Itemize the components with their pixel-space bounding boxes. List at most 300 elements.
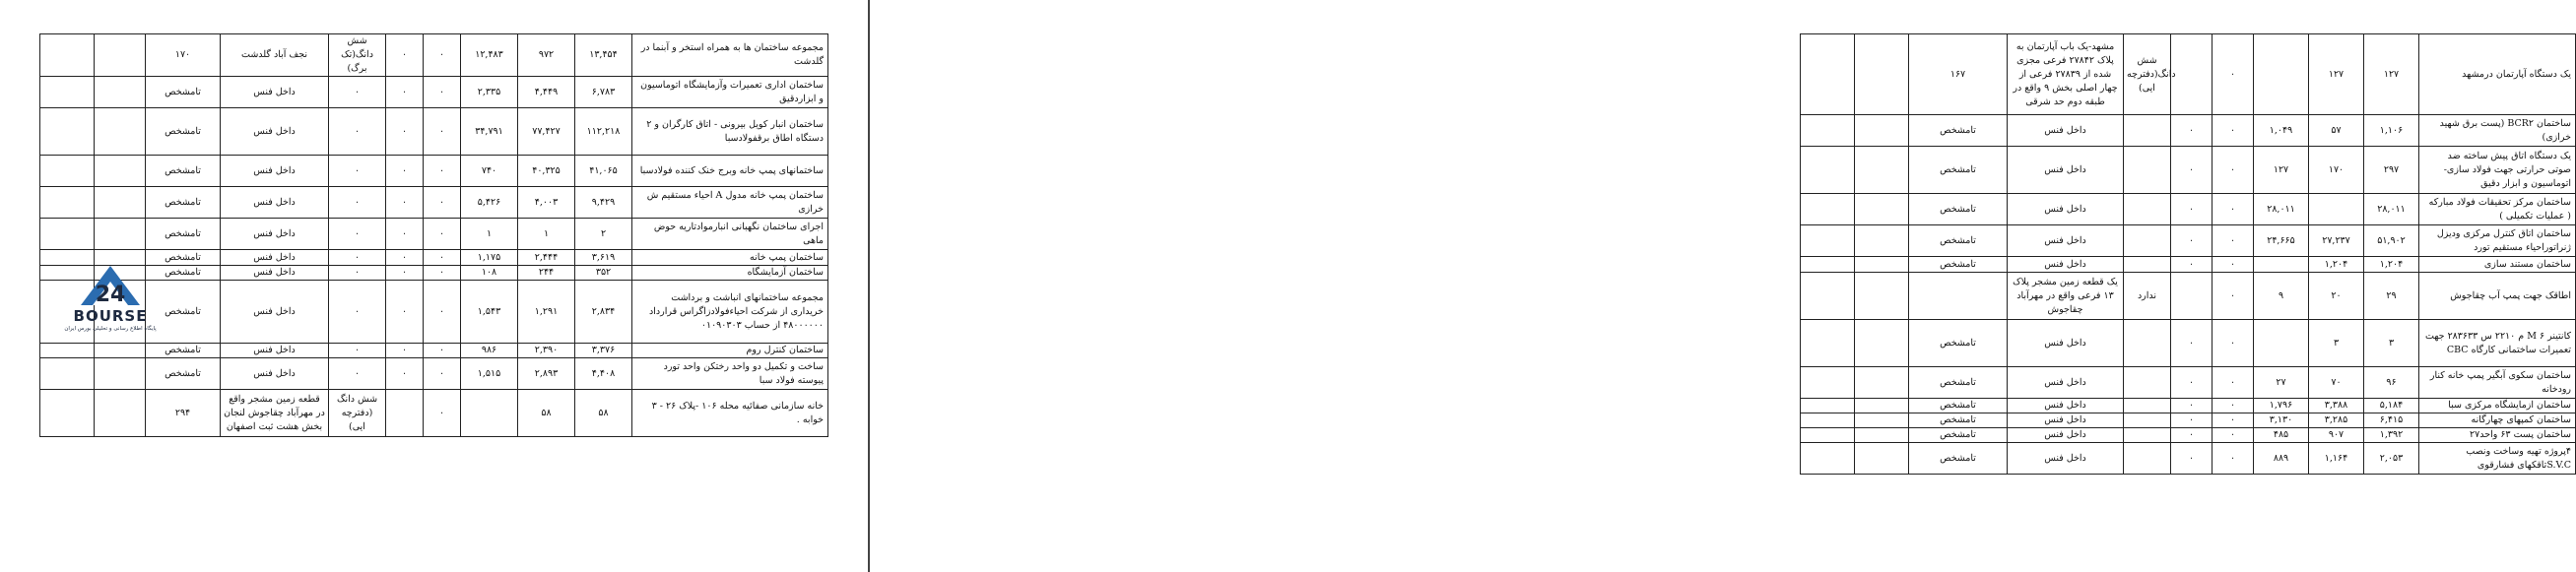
status-cell	[40, 219, 95, 250]
col5-cell: ۰	[2171, 367, 2213, 399]
value1-cell: ۴۱,۰۶۵	[575, 156, 632, 187]
col5-cell: ۰	[386, 266, 424, 281]
description-cell: ساختمان اداری تعمیرات وآزمایشگاه اتوماسیون و ابزاردقیق	[632, 77, 828, 108]
area-cell: تامشخص	[146, 77, 221, 108]
location-cell: داخل فنس	[221, 108, 329, 156]
value2-cell: ۷۰	[2309, 367, 2364, 399]
description-cell: ساختمانهای پمپ خانه وبرج خنک کننده فولادسبا	[632, 156, 828, 187]
location-cell: داخل فنس	[2008, 257, 2124, 273]
status-cell	[40, 390, 95, 437]
table-row	[1801, 147, 2576, 194]
value2-cell: ۳,۲۸۵	[2309, 413, 2364, 428]
empty-cell	[1855, 194, 1909, 225]
col5-cell: ۰	[386, 156, 424, 187]
ownership-cell: ندارد	[2124, 273, 2171, 320]
value1-cell: ۲۸,۰۱۱	[2364, 194, 2419, 225]
table-row	[1801, 273, 2576, 320]
col4-cell: ۰	[2213, 428, 2254, 443]
area-cell: تامشخص	[1909, 443, 2008, 475]
value2-cell: ۲,۸۹۳	[518, 358, 575, 390]
value3-cell: ۲۷	[2254, 367, 2309, 399]
value2-cell: ۹۷۲	[518, 34, 575, 77]
description-cell: ساخت و تکمیل دو واحد رختکن واحد تورد پیوسته فولاد سبا	[632, 358, 828, 390]
ownership-cell	[2124, 147, 2171, 194]
col4-cell: ۰	[424, 390, 461, 437]
empty-cell	[1855, 399, 1909, 413]
location-cell: داخل فنس	[221, 156, 329, 187]
col5-cell: ۰	[2171, 194, 2213, 225]
ownership-cell: ۰	[329, 266, 386, 281]
value1-cell: ۱۳,۴۵۴	[575, 34, 632, 77]
col5-cell: ۰	[386, 187, 424, 219]
value3-cell: ۲,۳۳۵	[461, 77, 518, 108]
status-cell	[1801, 147, 1855, 194]
description-cell: ساختمان مرکز تحقیقات فولاد مبارکه ( عملیات تکمیلی )	[2419, 194, 2576, 225]
value1-cell: ۲۹۷	[2364, 147, 2419, 194]
location-cell: داخل فنس	[221, 266, 329, 281]
area-cell: تامشخص	[1909, 194, 2008, 225]
status-cell	[40, 77, 95, 108]
value1-cell: ۴,۴۰۸	[575, 358, 632, 390]
value3-cell	[2254, 257, 2309, 273]
description-cell: اطاقک جهت پمپ آب چقاجوش	[2419, 273, 2576, 320]
col5-cell: ۰	[386, 34, 424, 77]
ownership-cell: ۰	[329, 156, 386, 187]
left-page	[0, 0, 867, 572]
empty-cell	[1855, 34, 1909, 115]
table-row	[1801, 257, 2576, 273]
ownership-cell	[2124, 443, 2171, 475]
empty-cell	[95, 34, 146, 77]
status-cell	[1801, 273, 1855, 320]
value1-cell: ۹,۴۲۹	[575, 187, 632, 219]
logo-tagline: پایگاه اطلاع رسانی و تحلیلی بورس ایران	[64, 326, 157, 332]
area-cell: تامشخص	[146, 358, 221, 390]
value1-cell: ۲,۸۳۴	[575, 281, 632, 344]
col5-cell: ۰	[386, 358, 424, 390]
value3-cell: ۱,۵۱۵	[461, 358, 518, 390]
value1-cell: ۱۱۲,۲۱۸	[575, 108, 632, 156]
area-cell: ۲۹۴	[146, 390, 221, 437]
col5-cell: ۰	[2171, 147, 2213, 194]
status-cell	[1801, 320, 1855, 367]
table-row	[40, 108, 828, 156]
empty-cell	[95, 219, 146, 250]
col5-cell: ۰	[2171, 413, 2213, 428]
value2-cell: ۲۰	[2309, 273, 2364, 320]
value2-cell: ۴,۴۴۹	[518, 77, 575, 108]
table-row	[40, 390, 828, 437]
empty-cell	[1855, 320, 1909, 367]
location-cell: داخل فنس	[221, 358, 329, 390]
value1-cell: ۵۱,۹۰۲	[2364, 225, 2419, 257]
col4-cell: ۰	[2213, 443, 2254, 475]
value3-cell: ۹	[2254, 273, 2309, 320]
ownership-cell	[2124, 367, 2171, 399]
col5-cell	[386, 390, 424, 437]
description-cell: ساختمان آزمایشگاه	[632, 266, 828, 281]
col4-cell: ۰	[424, 77, 461, 108]
value2-cell: ۹۰۷	[2309, 428, 2364, 443]
status-cell	[1801, 115, 1855, 147]
col4-cell: ۰	[424, 358, 461, 390]
status-cell	[1801, 225, 1855, 257]
value3-cell: ۱۲۷	[2254, 147, 2309, 194]
location-cell: داخل فنس	[2008, 320, 2124, 367]
description-cell: کانتینر ۶ M م ۲۲۱۰ س ۲۸۳۶۳۳ جهت تعمیرات ساختمانی کارگاه CBC	[2419, 320, 2576, 367]
table-row	[1801, 399, 2576, 413]
description-cell: ۴پروژه تهیه وساخت ونصب S.V.Cتاقکهای فشارقوی	[2419, 443, 2576, 475]
col4-cell: ۰	[424, 34, 461, 77]
status-cell	[1801, 367, 1855, 399]
status-cell	[40, 358, 95, 390]
empty-cell	[95, 390, 146, 437]
value3-cell: ۱	[461, 219, 518, 250]
ownership-cell	[2124, 413, 2171, 428]
value3-cell	[461, 390, 518, 437]
value1-cell: ۳,۶۱۹	[575, 250, 632, 266]
value1-cell: ۱,۱۰۶	[2364, 115, 2419, 147]
location-cell: داخل فنس	[221, 219, 329, 250]
col4-cell: ۰	[2213, 257, 2254, 273]
value3-cell	[2254, 34, 2309, 115]
area-cell: تامشخص	[146, 156, 221, 187]
table-row	[40, 156, 828, 187]
value1-cell: ۵۸	[575, 390, 632, 437]
ownership-cell: ۰	[329, 108, 386, 156]
empty-cell	[1855, 413, 1909, 428]
area-cell: تامشخص	[1909, 320, 2008, 367]
empty-cell	[1855, 115, 1909, 147]
value3-cell: ۷۴۰	[461, 156, 518, 187]
description-cell: ساختمان BCR۲ (پست برق شهید خرازی)	[2419, 115, 2576, 147]
value2-cell: ۱۲۷	[2309, 34, 2364, 115]
col5-cell: ۰	[2171, 320, 2213, 367]
description-cell: ساختمان مستند سازی	[2419, 257, 2576, 273]
table-row	[40, 34, 828, 77]
status-cell	[1801, 443, 1855, 475]
empty-cell	[95, 358, 146, 390]
location-cell: نجف آباد گلدشت	[221, 34, 329, 77]
table-row	[1801, 428, 2576, 443]
empty-cell	[1855, 367, 1909, 399]
table-row	[1801, 34, 2576, 115]
ownership-cell: ۰	[329, 219, 386, 250]
value2-cell: ۲۴۴	[518, 266, 575, 281]
col5-cell: ۰	[386, 250, 424, 266]
description-cell: مجموعه ساختمانهای انباشت و برداشت خریداری از شرکت احیاءفولادزاگراس قرارداد ۴۸۰۰۰۰۰۰ از حساب ۰۱۰۹۰۳۰۳	[632, 281, 828, 344]
value3-cell: ۳,۱۳۰	[2254, 413, 2309, 428]
value3-cell: ۱,۱۷۵	[461, 250, 518, 266]
value2-cell: ۲,۴۴۴	[518, 250, 575, 266]
col5-cell: ۰	[2171, 443, 2213, 475]
status-cell	[1801, 399, 1855, 413]
location-cell: داخل فنس	[221, 250, 329, 266]
status-cell	[40, 187, 95, 219]
location-cell: مشهد-یک باب آپارتمان به پلاک ۲۷۸۴۲ فرعی مجزی شده از ۲۷۸۳۹ فرعی از چهار اصلی بخش ۹ واقع در طبقه دوم حد شرقی	[2008, 34, 2124, 115]
value2-cell: ۱,۱۶۴	[2309, 443, 2364, 475]
ownership-cell	[2124, 257, 2171, 273]
value1-cell: ۳۵۲	[575, 266, 632, 281]
ownership-cell: ۰	[329, 344, 386, 358]
value2-cell: ۱۷۰	[2309, 147, 2364, 194]
col5-cell: ۰	[2171, 399, 2213, 413]
col4-cell: ۰	[424, 344, 461, 358]
description-cell: ساختمان سکوی آبگیر پمپ خانه کنار رودخانه	[2419, 367, 2576, 399]
table-row	[1801, 320, 2576, 367]
col4-cell: ۰	[2213, 367, 2254, 399]
description-cell: ساختمان پمپ خانه مدول A احیاء مستقیم ش خرازی	[632, 187, 828, 219]
description-cell: ساختمان ازمایشگاه مرکزی سبا	[2419, 399, 2576, 413]
value3-cell: ۴۸۵	[2254, 428, 2309, 443]
table-row	[40, 77, 828, 108]
description-cell: ساختمان پمپ خانه	[632, 250, 828, 266]
col4-cell: ۰	[2213, 225, 2254, 257]
empty-cell	[95, 108, 146, 156]
col4-cell: ۰	[2213, 273, 2254, 320]
col4-cell: ۰	[2213, 147, 2254, 194]
value2-cell: ۵۸	[518, 390, 575, 437]
value1-cell: ۹۶	[2364, 367, 2419, 399]
value2-cell	[2309, 194, 2364, 225]
right-page	[872, 0, 2571, 572]
col4-cell: ۰	[424, 108, 461, 156]
table-row	[40, 219, 828, 250]
area-cell: تامشخص	[146, 344, 221, 358]
status-cell	[1801, 428, 1855, 443]
location-cell: داخل فنس	[221, 187, 329, 219]
area-cell: تامشخص	[146, 250, 221, 266]
area-cell	[1909, 273, 2008, 320]
page-divider	[868, 0, 870, 572]
col4-cell: ۰	[2213, 399, 2254, 413]
col5-cell: ۰	[386, 108, 424, 156]
value1-cell: ۱,۳۹۲	[2364, 428, 2419, 443]
value3-cell: ۹۸۶	[461, 344, 518, 358]
value3-cell: ۱,۷۹۶	[2254, 399, 2309, 413]
area-cell: ۱۷۰	[146, 34, 221, 77]
col5-cell: ۰	[386, 219, 424, 250]
col5-cell: ۰	[2171, 257, 2213, 273]
value3-cell: ۸۸۹	[2254, 443, 2309, 475]
area-cell: تامشخص	[1909, 428, 2008, 443]
description-cell: ساختمان کمپهای چهارگانه	[2419, 413, 2576, 428]
description-cell: ساختمان اتاق کنترل مرکزی ودیزل ژنراتوراحیاء مستقیم تورد	[2419, 225, 2576, 257]
svg-text:24: 24	[95, 283, 126, 307]
ownership-cell	[2124, 320, 2171, 367]
value1-cell: ۶,۷۸۳	[575, 77, 632, 108]
value1-cell: ۵,۱۸۴	[2364, 399, 2419, 413]
col5-cell	[2171, 273, 2213, 320]
value2-cell: ۱	[518, 219, 575, 250]
col5-cell: ۰	[386, 281, 424, 344]
left-asset-table	[39, 33, 828, 437]
location-cell: داخل فنس	[221, 344, 329, 358]
location-cell: داخل فنس	[221, 77, 329, 108]
status-cell	[40, 108, 95, 156]
empty-cell	[1855, 443, 1909, 475]
table-row	[1801, 194, 2576, 225]
col4-cell: ۰	[424, 281, 461, 344]
value3-cell: ۲۴,۶۶۵	[2254, 225, 2309, 257]
area-cell: تامشخص	[1909, 413, 2008, 428]
table-row	[40, 344, 828, 358]
value2-cell: ۲۷,۲۳۷	[2309, 225, 2364, 257]
col4-cell: ۰	[2213, 194, 2254, 225]
col5-cell: ۰	[2171, 225, 2213, 257]
table-row	[1801, 367, 2576, 399]
area-cell: تامشخص	[1909, 115, 2008, 147]
description-cell: یک دستگاه اتاق پیش ساخته ضد صوتی حرارتی جهت فولاد سازی- اتوماسیون و ابزار دقیق	[2419, 147, 2576, 194]
table-row	[40, 266, 828, 281]
value3-cell: ۵,۴۲۶	[461, 187, 518, 219]
col4-cell: ۰	[2213, 115, 2254, 147]
table-row	[1801, 115, 2576, 147]
status-cell	[1801, 34, 1855, 115]
ownership-cell: شش دانگ (دفترچه ایی)	[329, 390, 386, 437]
empty-cell	[95, 344, 146, 358]
empty-cell	[1855, 147, 1909, 194]
col4-cell: ۰	[2213, 34, 2254, 115]
value1-cell: ۲۹	[2364, 273, 2419, 320]
area-cell: تامشخص	[146, 281, 221, 344]
area-cell: تامشخص	[1909, 257, 2008, 273]
value1-cell: ۳,۳۷۶	[575, 344, 632, 358]
value2-cell: ۱,۲۹۱	[518, 281, 575, 344]
ownership-cell	[2124, 115, 2171, 147]
status-cell	[1801, 194, 1855, 225]
table-row	[40, 250, 828, 266]
status-cell	[40, 156, 95, 187]
location-cell: داخل فنس	[2008, 115, 2124, 147]
table-row	[1801, 225, 2576, 257]
empty-cell	[1855, 257, 1909, 273]
ownership-cell: شش دانگ(دفترچه ایی)	[2124, 34, 2171, 115]
col4-cell: ۰	[424, 250, 461, 266]
area-cell: تامشخص	[146, 266, 221, 281]
col4-cell: ۰	[2213, 413, 2254, 428]
logo-wordmark: BOURSE	[73, 307, 148, 325]
col4-cell: ۰	[424, 219, 461, 250]
table-row	[40, 187, 828, 219]
status-cell	[40, 344, 95, 358]
value3-cell: ۱,۰۴۹	[2254, 115, 2309, 147]
col5-cell: ۰	[386, 77, 424, 108]
description-cell: مجموعه ساختمان ها به همراه استخر و آبنما در گلدشت	[632, 34, 828, 77]
value2-cell: ۳,۳۸۸	[2309, 399, 2364, 413]
value2-cell: ۴,۰۰۳	[518, 187, 575, 219]
area-cell: تامشخص	[146, 187, 221, 219]
value3-cell: ۱۰۸	[461, 266, 518, 281]
value2-cell: ۴۰,۳۲۵	[518, 156, 575, 187]
location-cell: داخل فنس	[2008, 443, 2124, 475]
area-cell: تامشخص	[146, 108, 221, 156]
value1-cell: ۲,۰۵۳	[2364, 443, 2419, 475]
area-cell: تامشخص	[1909, 147, 2008, 194]
location-cell: داخل فنس	[2008, 194, 2124, 225]
col4-cell: ۰	[424, 266, 461, 281]
right-asset-table	[1800, 33, 2576, 475]
table-row	[1801, 443, 2576, 475]
value2-cell: ۲,۳۹۰	[518, 344, 575, 358]
location-cell: داخل فنس	[2008, 399, 2124, 413]
value1-cell: ۱۲۷	[2364, 34, 2419, 115]
status-cell	[40, 34, 95, 77]
empty-cell	[95, 187, 146, 219]
value3-cell: ۱۲,۴۸۳	[461, 34, 518, 77]
location-cell: یک قطعه زمین مشجر پلاک ۱۳ فرعی واقع در مهرآباد چقاجوش	[2008, 273, 2124, 320]
status-cell	[1801, 257, 1855, 273]
value1-cell: ۳	[2364, 320, 2419, 367]
description-cell: ساختمان انبار کویل بیرونی - اتاق کارگران و ۲ دستگاه اطاق برقفولادسبا	[632, 108, 828, 156]
value3-cell: ۳۴,۷۹۱	[461, 108, 518, 156]
table-row	[1801, 413, 2576, 428]
description-cell: یک دستگاه آپارتمان درمشهد	[2419, 34, 2576, 115]
value3-cell	[2254, 320, 2309, 367]
value1-cell: ۲	[575, 219, 632, 250]
empty-cell	[1855, 273, 1909, 320]
value3-cell: ۲۸,۰۱۱	[2254, 194, 2309, 225]
col5-cell: ۰	[2171, 115, 2213, 147]
ownership-cell: ۰	[329, 358, 386, 390]
ownership-cell	[2124, 194, 2171, 225]
ownership-cell	[2124, 399, 2171, 413]
area-cell: تامشخص	[1909, 225, 2008, 257]
location-cell: قطعه زمین مشجر واقع در مهرآباد چقاجوش لنجان بخش هشت ثبت اصفهان	[221, 390, 329, 437]
value1-cell: ۶,۴۱۵	[2364, 413, 2419, 428]
value1-cell: ۱,۲۰۴	[2364, 257, 2419, 273]
col4-cell: ۰	[2213, 320, 2254, 367]
ownership-cell: ۰	[329, 187, 386, 219]
empty-cell	[95, 77, 146, 108]
empty-cell	[1855, 225, 1909, 257]
location-cell: داخل فنس	[2008, 225, 2124, 257]
area-cell: تامشخص	[1909, 367, 2008, 399]
col5-cell: ۰	[386, 344, 424, 358]
value2-cell: ۷۷,۴۲۷	[518, 108, 575, 156]
ownership-cell	[2124, 225, 2171, 257]
area-cell: تامشخص	[1909, 399, 2008, 413]
location-cell: داخل فنس	[2008, 367, 2124, 399]
location-cell: داخل فنس	[2008, 428, 2124, 443]
ownership-cell	[2124, 428, 2171, 443]
value2-cell: ۵۷	[2309, 115, 2364, 147]
empty-cell	[95, 156, 146, 187]
table-row	[40, 281, 828, 344]
ownership-cell: ۰	[329, 77, 386, 108]
col4-cell: ۰	[424, 187, 461, 219]
ownership-cell: ۰	[329, 281, 386, 344]
area-cell: ۱۶۷	[1909, 34, 2008, 115]
empty-cell	[1855, 428, 1909, 443]
ownership-cell: ۰	[329, 250, 386, 266]
col5-cell: ۰	[2171, 428, 2213, 443]
description-cell: ساختمان کنترل روم	[632, 344, 828, 358]
description-cell: ساختمان پست ۶۳ واحد۲۷	[2419, 428, 2576, 443]
location-cell: داخل فنس	[2008, 147, 2124, 194]
col5-cell	[2171, 34, 2213, 115]
col4-cell: ۰	[424, 156, 461, 187]
value3-cell: ۱,۵۴۳	[461, 281, 518, 344]
ownership-cell: شش دانگ(تک برگ)	[329, 34, 386, 77]
description-cell: خانه سازمانی صفائیه محله ۱۰۶ -پلاک ۲۶ - ۳ خوابه .	[632, 390, 828, 437]
status-cell	[1801, 413, 1855, 428]
value2-cell: ۳	[2309, 320, 2364, 367]
area-cell: تامشخص	[146, 219, 221, 250]
location-cell: داخل فنس	[221, 281, 329, 344]
table-row	[40, 358, 828, 390]
value2-cell: ۱,۲۰۴	[2309, 257, 2364, 273]
